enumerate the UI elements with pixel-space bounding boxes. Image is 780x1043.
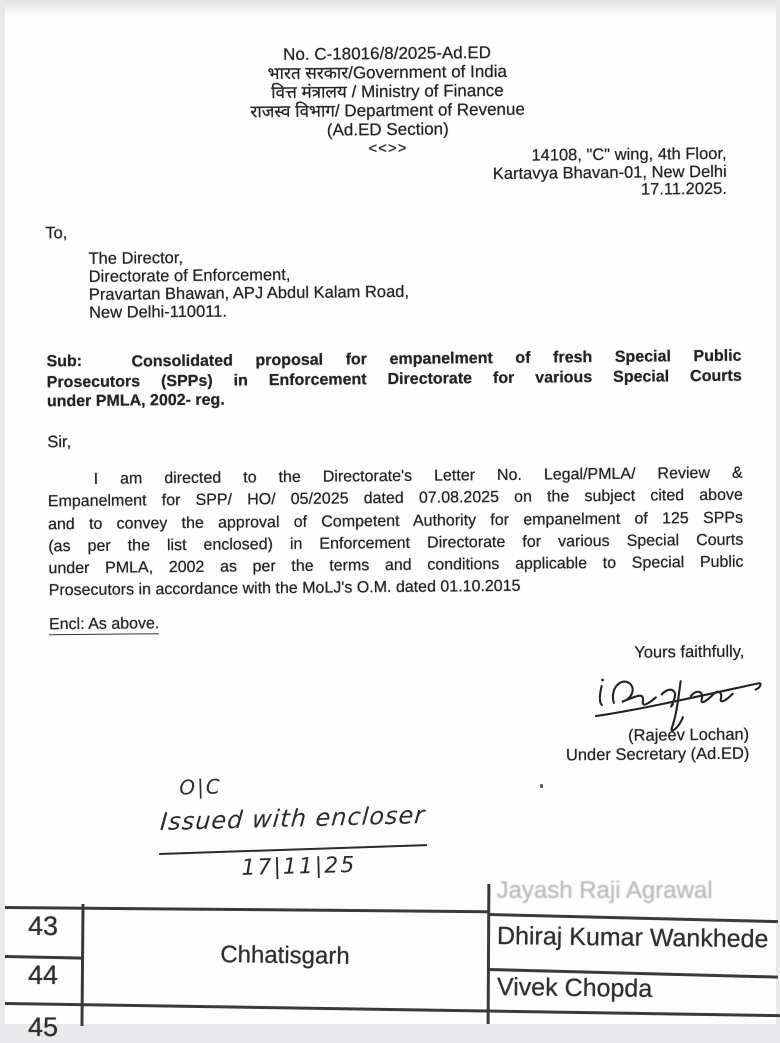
recipient-line: The Director,	[87, 248, 183, 268]
table-cell-name: Dhiraj Kumar Wankhede	[496, 922, 769, 954]
separator-mark: <<>>	[367, 139, 408, 158]
table-border-vertical-name	[486, 884, 489, 1024]
handwritten-oc-mark: O|C	[178, 774, 222, 800]
closing-valediction: Yours faithfully,	[633, 642, 744, 662]
recipient-line: Directorate of Enforcement,	[88, 265, 291, 286]
ink-speck	[540, 784, 543, 788]
table-border-top-right	[487, 913, 777, 923]
subject-label: Sub:	[45, 352, 82, 371]
subject-block	[46, 347, 742, 412]
table-cell-name: Vivek Chopda	[496, 973, 652, 1003]
body-line: Prosecutors in accordance with the MoLJ's O.M. dated 01.10.2015	[48, 578, 521, 600]
address-line-1: 14108, "C" wing, 4th Floor,	[530, 144, 727, 165]
body-paragraph	[47, 463, 743, 603]
table-border-bottom	[4, 1002, 779, 1017]
table-cell-serial: 43	[27, 911, 59, 941]
signature-scribble	[589, 656, 770, 732]
body-line: (as per the list enclosed) in Enforcement Directorate for various Special Courts	[47, 531, 743, 556]
letter-date: 17.11.2025.	[640, 179, 727, 199]
body-line: under PMLA, 2002 as per the terms and conditions applicable to Special Public	[47, 553, 744, 578]
enclosure-note: Encl: As above.	[48, 615, 159, 634]
enclosure-table	[5, 877, 776, 1042]
body-line: and to convey the approval of Competent Authority for empanelment of 125 SPPs	[47, 509, 743, 533]
to-label: To,	[44, 224, 67, 243]
recipient-line: New Delhi-110011.	[88, 302, 227, 322]
table-cell-serial: 44	[27, 960, 59, 990]
signatory-designation: Under Secretary (Ad.ED)	[565, 744, 749, 765]
letter-body	[1, 0, 780, 1028]
table-cell-state: Chhatisgarh	[219, 941, 350, 970]
letterhead	[1, 40, 773, 161]
address-line-2: Kartavya Bhavan-01, New Delhi	[492, 162, 727, 183]
government-line: भारत सरकार/Government of India	[267, 61, 507, 84]
department-line: राजस्व विभाग/ Department of Revenue	[249, 99, 525, 122]
salutation: Sir,	[46, 433, 71, 452]
section-line: (Ad.ED Section)	[326, 119, 449, 140]
faded-clipped-name: Jayash Raji Agrawal	[496, 877, 713, 904]
office-address-block	[492, 146, 726, 201]
subject-line: Consolidated proposal for empanelment of fresh Special Public	[130, 347, 742, 371]
recipient-line: Pravartan Bhawan, APJ Abdul Kalam Road,	[88, 282, 409, 304]
body-line: Empanelment for SPP/ HO/ 05/2025 dated 07.08.2025 on the subject cited above	[47, 486, 743, 511]
handwritten-date: 17|11|25	[240, 852, 357, 881]
recipient-block	[88, 247, 409, 322]
signatory-name: (Rajeev Lochan)	[627, 725, 749, 745]
subject-line: Prosecutors (SPPs) in Enforcement Directorate for various Special Courts	[46, 367, 742, 391]
table-border-mid-left	[4, 955, 83, 959]
subject-line: under PMLA, 2002- reg.	[46, 391, 225, 411]
table-cell-serial-partial: 45	[27, 1012, 59, 1042]
body-line: I am directed to the Directorate's Letter No. Legal/PMLA/ Review &	[93, 464, 743, 488]
scanned-letter-page	[5, 0, 776, 1042]
reference-number: No. C-18016/8/2025-Ad.ED	[282, 43, 491, 65]
ministry-line: वित्त मंत्रालय / Ministry of Finance	[270, 80, 504, 103]
handwritten-note: Issued with encloser	[158, 801, 426, 837]
